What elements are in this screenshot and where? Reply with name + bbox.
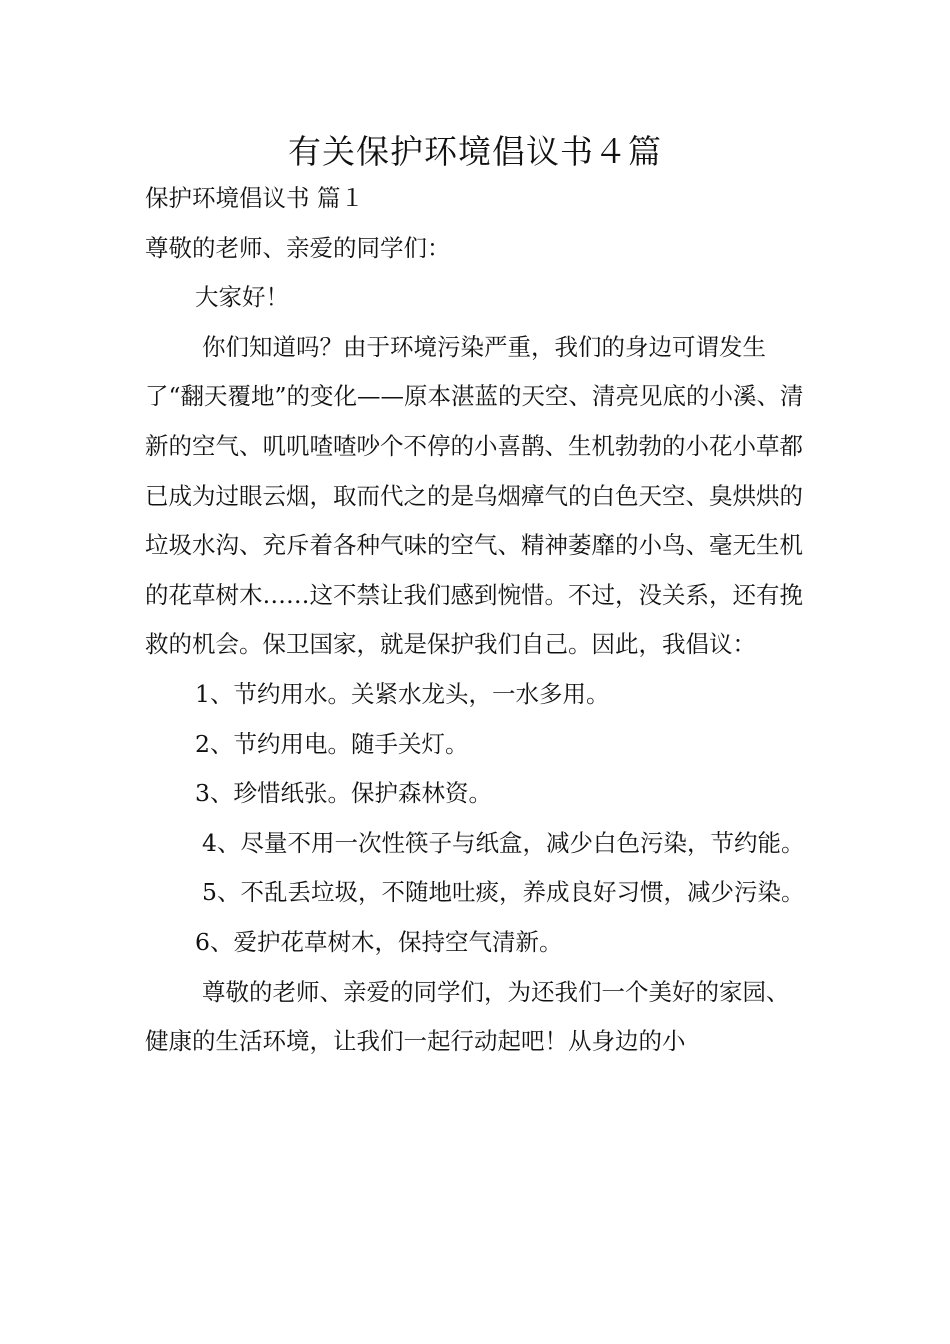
list-item: 1、节约用水。关紧水龙头，一水多用。 [195, 679, 610, 708]
document-body [145, 174, 809, 1067]
list-item: 2、节约用电。随手关灯。 [195, 729, 469, 758]
list-item: 6、爱护花草树木，保持空气清新。 [195, 927, 563, 956]
greeting: 大家好！ [195, 283, 289, 312]
list-item: 3、珍惜纸张。保护森林资。 [195, 779, 492, 808]
document-title: 有关保护环境倡议书４篇 [288, 132, 662, 171]
section-heading: 保护环境倡议书 篇１ [145, 184, 364, 212]
closing-paragraph: 尊敬的老师、亲爱的同学们，为还我们一个美好的家园、健康的生活环境，让我们一起行动起吧！从身边的小 [145, 977, 790, 1056]
salutation: 尊敬的老师、亲爱的同学们： [145, 233, 451, 262]
list-item: 4、尽量不用一次性筷子与纸盒，减少白色污染，节约能。 [202, 828, 805, 857]
body-paragraph: 你们知道吗？由于环境污染严重，我们的身边可谓发生了“翻天覆地”的变化——原本湛蓝的天空、清亮见底的小溪、清新的空气、叽叽喳喳吵个不停的小喜鹊、生机勃勃的小花小草都已成为过眼云烟，取而代之的是乌烟瘴气的白色天空、臭烘烘的垃圾水沟、充斥着各种气味的空气、精神萎靡的小鸟、毫无生机的花草树木……这不禁让我们感到惋惜。不过，没关系，还有挽救的机会。保卫国家，就是保护我们自己。因此，我倡议： [145, 332, 804, 659]
list-item: 5、不乱丢垃圾，不随地吐痰，养成良好习惯，减少污染。 [202, 878, 805, 907]
